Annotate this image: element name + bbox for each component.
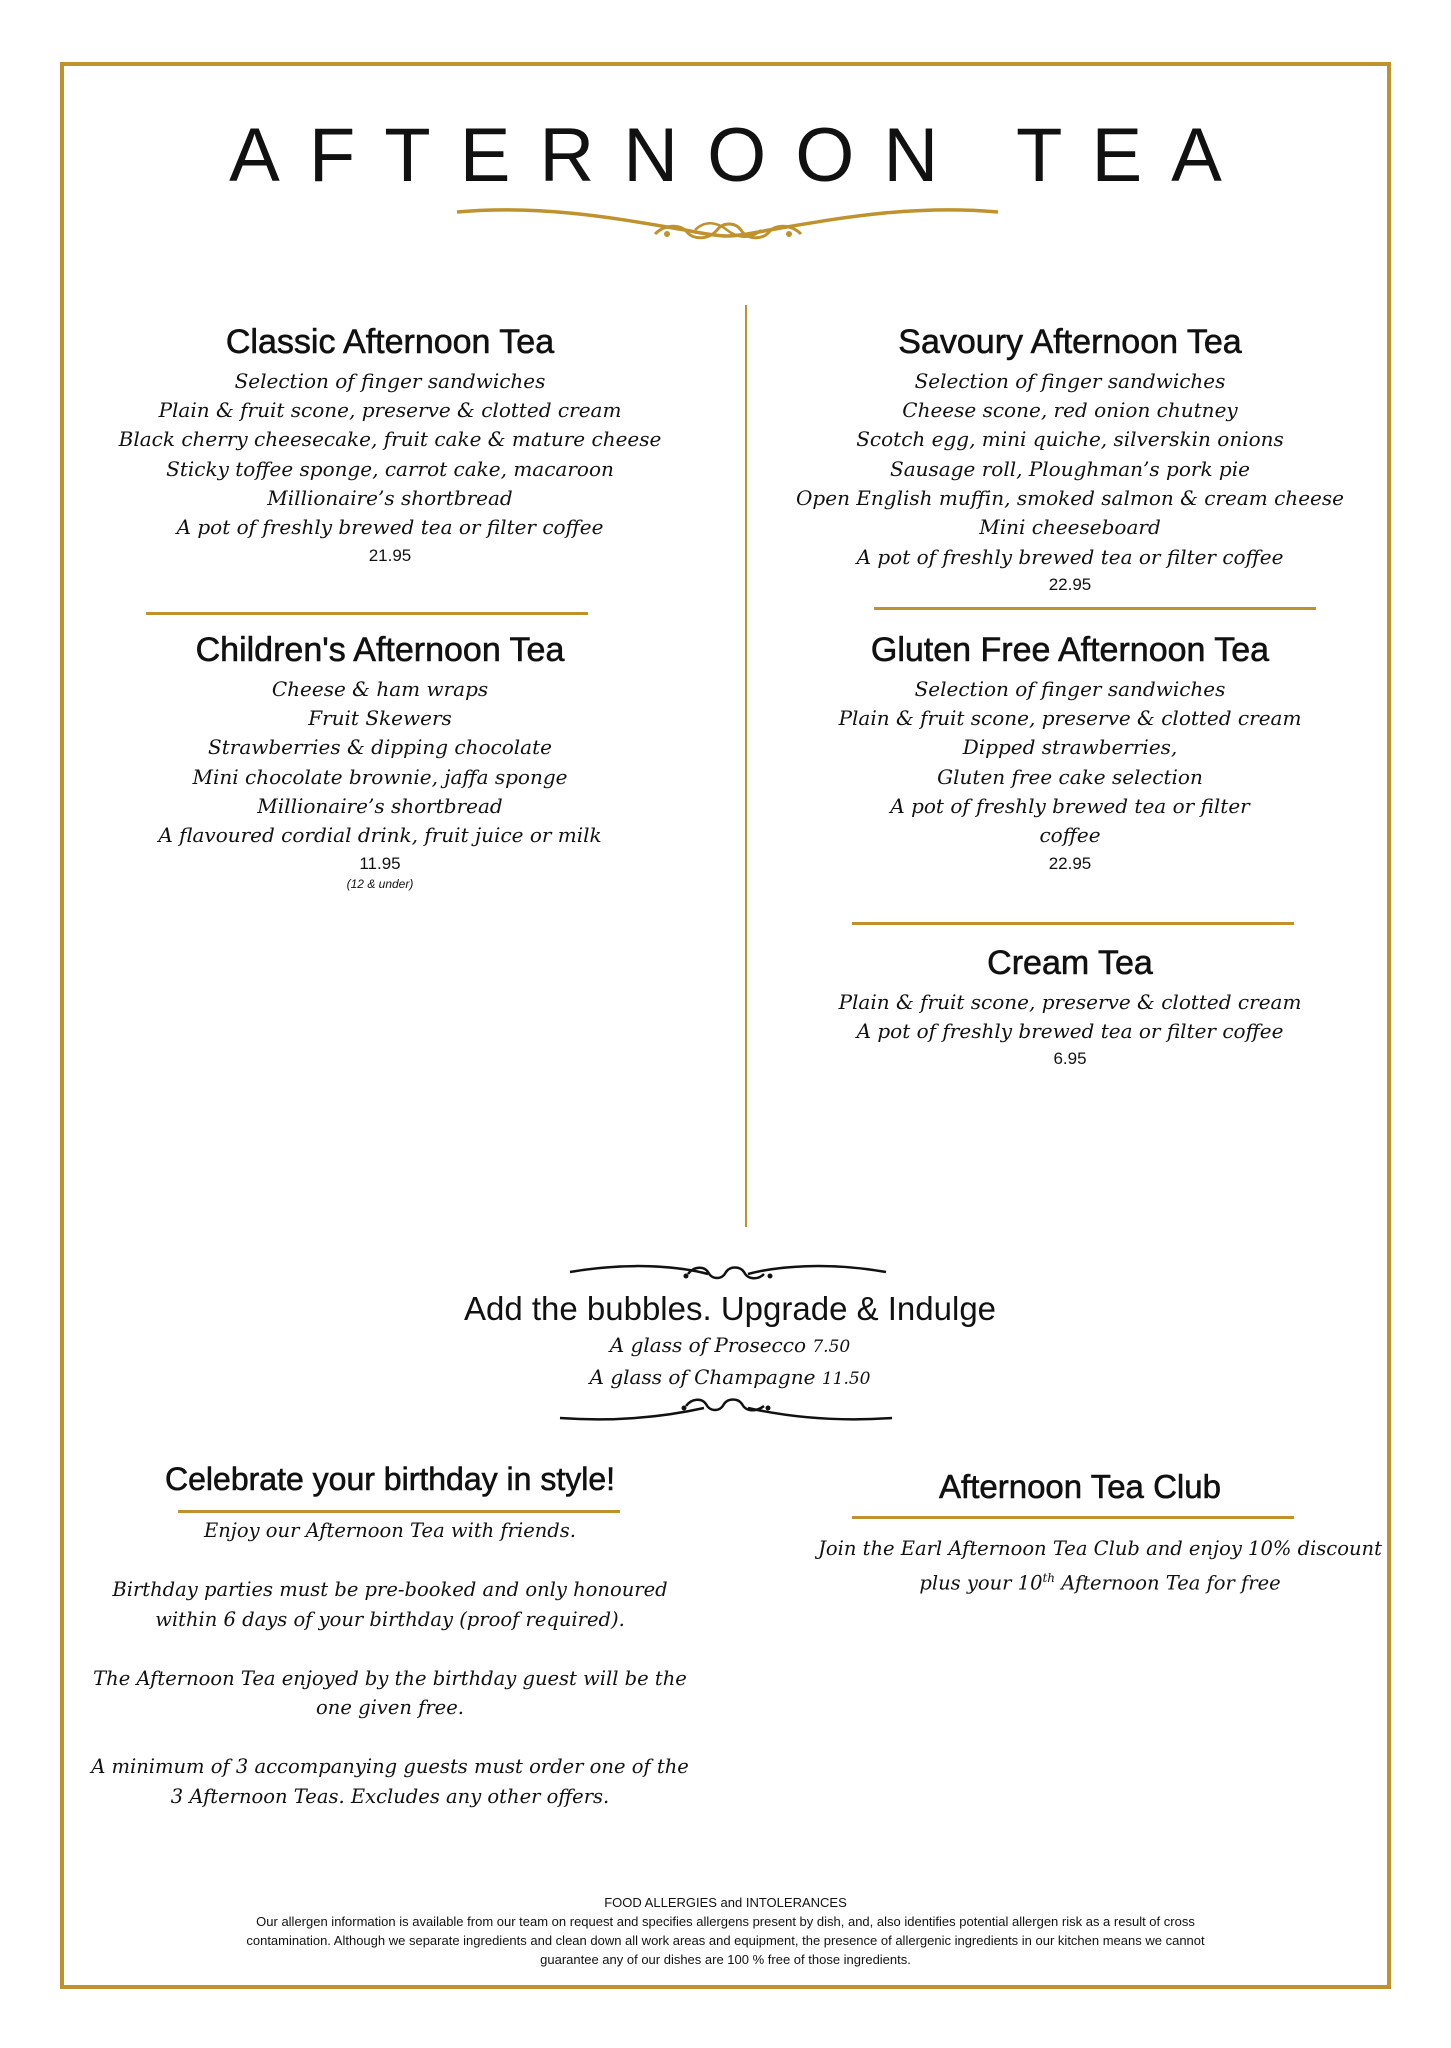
bubbles-title: Add the bubbles. Upgrade & Indulge [463,1290,997,1327]
classic-price: 21.95 [368,545,412,565]
black-flourish-ornament [568,1258,888,1290]
gluten-free-afternoon-tea-section [790,630,1350,877]
cream-tea-items [790,988,1350,1047]
gluten-free-title: Gluten Free Afternoon Tea [870,631,1270,669]
menu-item: A pot of freshly brewed tea or filter [890,793,1250,818]
menu-item: Mini cheeseboard [979,515,1161,540]
menu-item: Scotch egg, mini quiche, silverskin onions [856,427,1284,452]
birthday-paragraph: Enjoy our Afternoon Tea with friends. [203,1519,576,1542]
menu-item: A flavoured cordial drink, fruit juice or milk [158,823,602,848]
classic-title: Classic Afternoon Tea [225,323,555,361]
childrens-title: Children's Afternoon Tea [195,631,565,669]
menu-item: Selection of finger sandwiches [914,676,1226,701]
menu-item: Mini chocolate brownie, jaffa sponge [192,764,568,789]
menu-item: A pot of freshly brewed tea or filter coffee [856,544,1284,569]
menu-item [380,1363,1080,1394]
gluten-free-items [790,675,1350,851]
menu-item [380,1331,1080,1362]
section-divider [874,607,1316,610]
gluten-free-price: 22.95 [1048,853,1092,873]
birthday-details [90,1516,690,1811]
menu-item: A pot of freshly brewed tea or filter coffee [176,515,604,540]
section-divider [146,612,588,615]
childrens-items [110,675,650,851]
footer-line: Our allergen information is available from our team on request and specifies allergens present by dish, and, also identifies potential allergen risk as a result of cross [256,1914,1195,1929]
menu-item: Strawberries & dipping chocolate [208,735,552,760]
menu-item: Millionaire’s shortbread [267,485,513,510]
menu-item: Gluten free cake selection [937,764,1203,789]
menu-item: Plain & fruit scone, preserve & clotted cream [158,398,622,423]
classic-items [110,367,670,543]
menu-item: Selection of finger sandwiches [914,368,1226,393]
menu-item: Millionaire’s shortbread [257,793,503,818]
birthday-paragraph: The Afternoon Tea enjoyed by the birthday guest will be the [93,1666,687,1690]
bubbles-items [380,1331,1080,1394]
menu-item: Black cherry cheesecake, fruit cake & mature cheese [118,427,662,452]
club-details [780,1534,1420,1598]
birthday-paragraph: 3 Afternoon Teas. Excludes any other offers. [170,1784,610,1808]
birthday-section [90,1460,690,1498]
childrens-afternoon-tea-section [110,630,650,891]
afternoon-tea-club-section [780,1467,1380,1507]
menu-item: Plain & fruit scone, preserve & clotted cream [838,989,1302,1014]
menu-item: Open English muffin, smoked salmon & cream cheese [796,485,1344,510]
menu-item: coffee [1039,823,1101,848]
prosecco-label: A glass of Prosecco [609,1333,806,1358]
club-line [780,1564,1420,1598]
birthday-title: Celebrate your birthday in style! [165,1461,615,1497]
footer-heading: FOOD ALLERGIES and INTOLERANCES [604,1895,847,1910]
superscript-th: th [1042,1570,1056,1585]
gold-flourish-ornament [455,200,1000,248]
club-line-part: Afternoon Tea for free [1055,1571,1281,1594]
menu-item: A pot of freshly brewed tea or filter coffee [856,1019,1284,1044]
menu-item: Dipped strawberries, [962,735,1178,760]
cream-tea-title: Cream Tea [987,944,1153,982]
prosecco-price: 7.50 [812,1337,851,1358]
childrens-age-note: (12 & under) [346,876,414,891]
menu-item: Sticky toffee sponge, carrot cake, macaroon [166,456,614,481]
savoury-title: Savoury Afternoon Tea [898,323,1242,361]
allergy-footer [180,1893,1271,1969]
section-divider [852,1516,1294,1519]
childrens-price: 11.95 [359,853,401,873]
club-line-part: plus your 10 [919,1571,1043,1594]
page-title: AFTERNOON TEA [229,113,1251,198]
menu-item: Plain & fruit scone, preserve & clotted cream [838,706,1302,731]
cream-tea-price: 6.95 [1053,1049,1087,1069]
cream-tea-section [790,943,1350,1072]
menu-item: Cheese scone, red onion chutney [902,398,1238,423]
menu-item: Cheese & ham wraps [271,676,489,701]
savoury-afternoon-tea-section [790,322,1350,598]
champagne-price: 11.50 [821,1368,871,1389]
menu-item: Fruit Skewers [308,706,452,731]
section-divider [852,922,1294,925]
section-divider [178,1510,620,1513]
birthday-paragraph: Birthday parties must be pre-booked and only honoured [112,1578,668,1601]
footer-line: guarantee any of our dishes are 100 % free of those ingredients. [540,1952,911,1967]
club-line: Join the Earl Afternoon Tea Club and enjoy 10% discount [818,1537,1382,1560]
champagne-label: A glass of Champagne [589,1364,816,1389]
center-divider-line [745,305,747,1227]
birthday-paragraph: one given free. [316,1696,464,1719]
birthday-paragraph: within 6 days of your birthday (proof required). [155,1607,625,1631]
club-title: Afternoon Tea Club [939,1468,1221,1505]
black-flourish-ornament [558,1394,894,1426]
menu-item: Selection of finger sandwiches [234,368,546,393]
birthday-paragraph: A minimum of 3 accompanying guests must order one of the [91,1755,689,1778]
footer-line: contamination. Although we separate ingredients and clean down all work areas and equipment, the presence of allergenic ingredients in our kitchen means we cannot [246,1933,1205,1948]
savoury-price: 22.95 [1048,574,1092,594]
classic-afternoon-tea-section [110,322,670,569]
bubbles-upgrade-section [380,1288,1080,1394]
menu-item: Sausage roll, Ploughman’s pork pie [890,456,1250,481]
savoury-items [790,367,1350,572]
